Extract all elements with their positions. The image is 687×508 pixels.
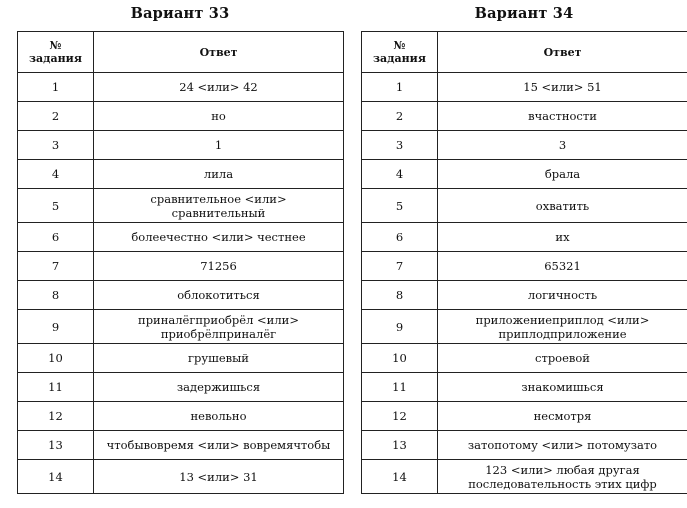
table-row xyxy=(18,310,344,344)
variant-34-answers-table xyxy=(361,31,687,494)
task-number: 8 xyxy=(362,281,438,310)
task-number: 10 xyxy=(362,344,438,373)
answer-cell: несмотря xyxy=(438,402,687,431)
task-number: 9 xyxy=(18,310,94,344)
answer-cell: лила xyxy=(94,160,344,189)
answer-cell: невольно xyxy=(94,402,344,431)
task-number: 1 xyxy=(18,73,94,102)
answer-cell: знакомишься xyxy=(438,373,687,402)
table-row xyxy=(362,252,687,281)
table-row xyxy=(18,402,344,431)
table-row xyxy=(362,402,687,431)
table-row xyxy=(362,223,687,252)
answer-cell xyxy=(438,310,687,344)
table-row xyxy=(362,73,687,102)
table-row xyxy=(18,281,344,310)
task-number: 3 xyxy=(18,131,94,160)
task-number: 5 xyxy=(362,189,438,223)
table-row xyxy=(18,373,344,402)
answer-cell: 24 <или> 42 xyxy=(94,73,344,102)
table-row xyxy=(362,344,687,373)
answer-cell: облокотиться xyxy=(94,281,344,310)
task-number: 13 xyxy=(362,431,438,460)
answer-header: Ответ xyxy=(94,32,344,73)
table-row xyxy=(18,189,344,223)
table-row xyxy=(362,431,687,460)
answer-cell: 13 <или> 31 xyxy=(94,460,344,494)
task-number: 14 xyxy=(18,460,94,494)
task-number: 6 xyxy=(18,223,94,252)
answer-cell xyxy=(94,189,344,223)
task-number: 8 xyxy=(18,281,94,310)
table-row xyxy=(18,160,344,189)
task-number: 10 xyxy=(18,344,94,373)
answer-line-2: сравнительный xyxy=(171,205,266,220)
table-row xyxy=(362,373,687,402)
answer-cell: чтобывовремя <или> вовремячтобы xyxy=(94,431,344,460)
answer-line-1: приналёгприобрёл <или> xyxy=(138,312,299,327)
answer-cell: строевой xyxy=(438,344,687,373)
table-row xyxy=(18,73,344,102)
task-number: 12 xyxy=(362,402,438,431)
task-number: 12 xyxy=(18,402,94,431)
answer-line-2: последовательность этих цифр xyxy=(468,476,657,491)
answer-line-1: 123 <или> любая другая xyxy=(485,462,640,477)
answer-cell: логичность xyxy=(438,281,687,310)
task-number: 3 xyxy=(362,131,438,160)
table-row xyxy=(362,281,687,310)
answer-line-1: приложениеприплод <или> xyxy=(475,312,650,327)
task-number: 13 xyxy=(18,431,94,460)
table-header-row xyxy=(18,32,344,73)
table-header-row xyxy=(362,32,687,73)
answer-cell: болеечестно <или> честнее xyxy=(94,223,344,252)
task-number: 4 xyxy=(18,160,94,189)
table-row xyxy=(18,460,344,494)
task-number: 6 xyxy=(362,223,438,252)
answer-cell: 3 xyxy=(438,131,687,160)
task-number: 7 xyxy=(18,252,94,281)
table-row xyxy=(362,189,687,223)
table-row xyxy=(18,431,344,460)
task-number: 1 xyxy=(362,73,438,102)
task-number: 14 xyxy=(362,460,438,494)
table-row xyxy=(362,460,687,494)
table-row xyxy=(362,102,687,131)
task-number: 11 xyxy=(362,373,438,402)
table-row xyxy=(362,160,687,189)
task-number: 7 xyxy=(362,252,438,281)
answer-cell: охватить xyxy=(438,189,687,223)
task-number: 4 xyxy=(362,160,438,189)
table-row xyxy=(18,344,344,373)
answer-cell: затопотому <или> потомузато xyxy=(438,431,687,460)
header-task-word: задания xyxy=(29,52,82,65)
answer-header: Ответ xyxy=(438,32,687,73)
answer-cell: 71256 xyxy=(94,252,344,281)
variant-34-title: Вариант 34 xyxy=(474,5,574,22)
answer-cell: вчастности xyxy=(438,102,687,131)
task-number: 5 xyxy=(18,189,94,223)
header-task-word: задания xyxy=(373,52,426,65)
header-number-sign: № xyxy=(393,39,406,52)
task-number-header xyxy=(18,32,94,73)
table-row xyxy=(18,223,344,252)
answer-cell: 65321 xyxy=(438,252,687,281)
table-row xyxy=(362,131,687,160)
task-number-header xyxy=(362,32,438,73)
table-row xyxy=(18,102,344,131)
answer-cell xyxy=(438,460,687,494)
answer-cell: брала xyxy=(438,160,687,189)
answer-cell: 1 xyxy=(94,131,344,160)
answer-line-2: приобрёлприналёг xyxy=(160,326,277,341)
header-number-sign: № xyxy=(49,39,62,52)
task-number: 11 xyxy=(18,373,94,402)
task-number: 2 xyxy=(18,102,94,131)
answer-cell: но xyxy=(94,102,344,131)
table-row xyxy=(362,310,687,344)
table-row xyxy=(18,252,344,281)
variant-33-answers-table xyxy=(17,31,344,494)
variant-33-title: Вариант 33 xyxy=(130,5,230,22)
task-number: 9 xyxy=(362,310,438,344)
answer-cell: 15 <или> 51 xyxy=(438,73,687,102)
answer-cell: грушевый xyxy=(94,344,344,373)
answer-cell: задержишься xyxy=(94,373,344,402)
table-row xyxy=(18,131,344,160)
answer-line-1: сравнительное <или> xyxy=(150,191,287,206)
answer-cell xyxy=(94,310,344,344)
answer-cell: их xyxy=(438,223,687,252)
task-number: 2 xyxy=(362,102,438,131)
answer-line-2: приплодприложение xyxy=(498,326,627,341)
